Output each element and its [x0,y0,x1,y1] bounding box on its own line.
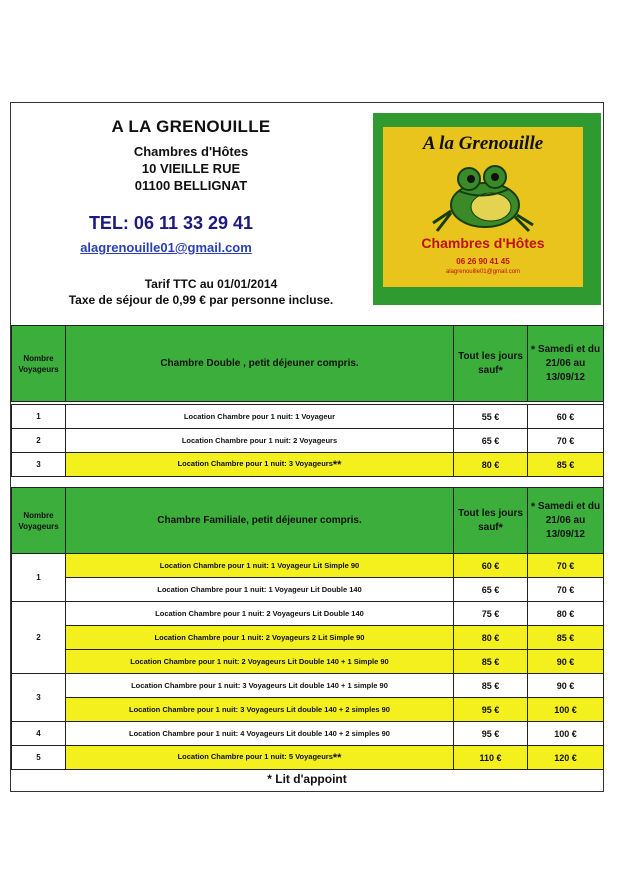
table-row [12,674,604,698]
table-row [12,578,604,602]
nombre-cell: 4 [12,722,66,746]
price-weekday: 95 € [454,698,528,722]
footnote: * Lit d'appoint [267,772,347,786]
nombre-cell: 1 [12,554,66,602]
nombre-cell: 1 [12,405,66,429]
table-row [12,746,604,770]
description-cell: Location Chambre pour 1 nuit: 5 Voyageurs** [66,746,454,770]
col-nombre-voyageurs: Nombre Voyageurs [12,488,66,554]
tax-note: Taxe de séjour de 0,99 € par personne incluse. [68,293,334,307]
price-saturday: 70 € [528,429,604,453]
price-saturday: 85 € [528,626,604,650]
price-weekday: 80 € [454,626,528,650]
table-row [12,405,604,429]
business-name: A LA GRENOUILLE [111,117,271,136]
table-row [12,554,604,578]
phone-number: TEL: 06 11 33 29 41 [88,213,254,233]
logo-subtitle: Chambres d'Hôtes [421,235,545,251]
frog-icon [429,161,537,233]
col-nombre-voyageurs: Nombre Voyageurs [12,326,66,402]
price-weekday: 110 € [454,746,528,770]
description-cell: Location Chambre pour 1 nuit: 1 Voyageur Lit Simple 90 [66,554,454,578]
price-saturday: 60 € [528,405,604,429]
price-saturday: 100 € [528,722,604,746]
table-row [12,698,604,722]
logo-panel [383,127,583,287]
header [11,103,603,325]
col-tout-les-jours: Tout les jours sauf* [454,326,528,402]
col-samedi: * Samedi et du 21/06 au 13/09/12 [528,326,604,402]
price-weekday: 55 € [454,405,528,429]
table-header [12,488,604,554]
price-weekday: 85 € [454,674,528,698]
nombre-cell: 2 [12,602,66,674]
price-weekday: 80 € [454,453,528,477]
description-cell: Location Chambre pour 1 nuit: 3 Voyageurs Lit double 140 + 1 simple 90 [66,674,454,698]
price-weekday: 65 € [454,578,528,602]
tarif-date: Tarif TTC au 01/01/2014 [144,277,278,291]
price-weekday: 95 € [454,722,528,746]
logo-phone: 06 26 90 41 45 [456,257,510,266]
description-cell: Location Chambre pour 1 nuit: 2 Voyageurs Lit Double 140 [66,602,454,626]
nombre-cell: 3 [12,453,66,477]
logo-email: alagrenouille01@gmail.com [445,269,521,275]
business-type: Chambres d'Hôtes [133,144,249,159]
price-weekday: 85 € [454,650,528,674]
description-cell: Location Chambre pour 1 nuit: 4 Voyageurs Lit double 140 + 2 simples 90 [66,722,454,746]
table-header [12,326,604,402]
price-saturday: 80 € [528,602,604,626]
price-saturday: 100 € [528,698,604,722]
price-saturday: 70 € [528,554,604,578]
col-room-title: Chambre Familiale, petit déjeuner compris. [66,488,454,554]
logo-title: A la Grenouille [422,133,544,154]
table-row [12,453,604,477]
table-row [12,650,604,674]
price-weekday: 60 € [454,554,528,578]
table-row [12,429,604,453]
price-saturday: 85 € [528,453,604,477]
description-cell: Location Chambre pour 1 nuit: 2 Voyageurs Lit Double 140 + 1 Simple 90 [66,650,454,674]
price-saturday: 90 € [528,650,604,674]
price-weekday: 75 € [454,602,528,626]
price-saturday: 90 € [528,674,604,698]
price-saturday: 70 € [528,578,604,602]
email-link[interactable]: alagrenouille01@gmail.com [80,240,252,255]
nombre-cell: 5 [12,746,66,770]
price-saturday: 120 € [528,746,604,770]
table-chambre-familiale [11,487,604,770]
table-row [12,602,604,626]
table-chambre-double [11,325,604,477]
address-city: 01100 BELLIGNAT [134,178,248,193]
table-row [12,722,604,746]
description-cell: Location Chambre pour 1 nuit: 3 Voyageurs Lit double 140 + 2 simples 90 [66,698,454,722]
description-cell: Location Chambre pour 1 nuit: 2 Voyageurs 2 Lit Simple 90 [66,626,454,650]
col-tout-les-jours: Tout les jours sauf* [454,488,528,554]
description-cell: Location Chambre pour 1 nuit: 1 Voyageur [66,405,454,429]
description-cell: Location Chambre pour 1 nuit: 3 Voyageurs** [66,453,454,477]
logo [373,113,601,305]
address-street: 10 VIEILLE RUE [141,161,241,176]
description-cell: Location Chambre pour 1 nuit: 1 Voyageur Lit Double 140 [66,578,454,602]
nombre-cell: 3 [12,674,66,722]
description-cell: Location Chambre pour 1 nuit: 2 Voyageurs [66,429,454,453]
price-weekday: 65 € [454,429,528,453]
table-row [12,626,604,650]
col-samedi: * Samedi et du 21/06 au 13/09/12 [528,488,604,554]
nombre-cell: 2 [12,429,66,453]
price-sheet [10,102,604,792]
col-room-title: Chambre Double , petit déjeuner compris. [66,326,454,402]
